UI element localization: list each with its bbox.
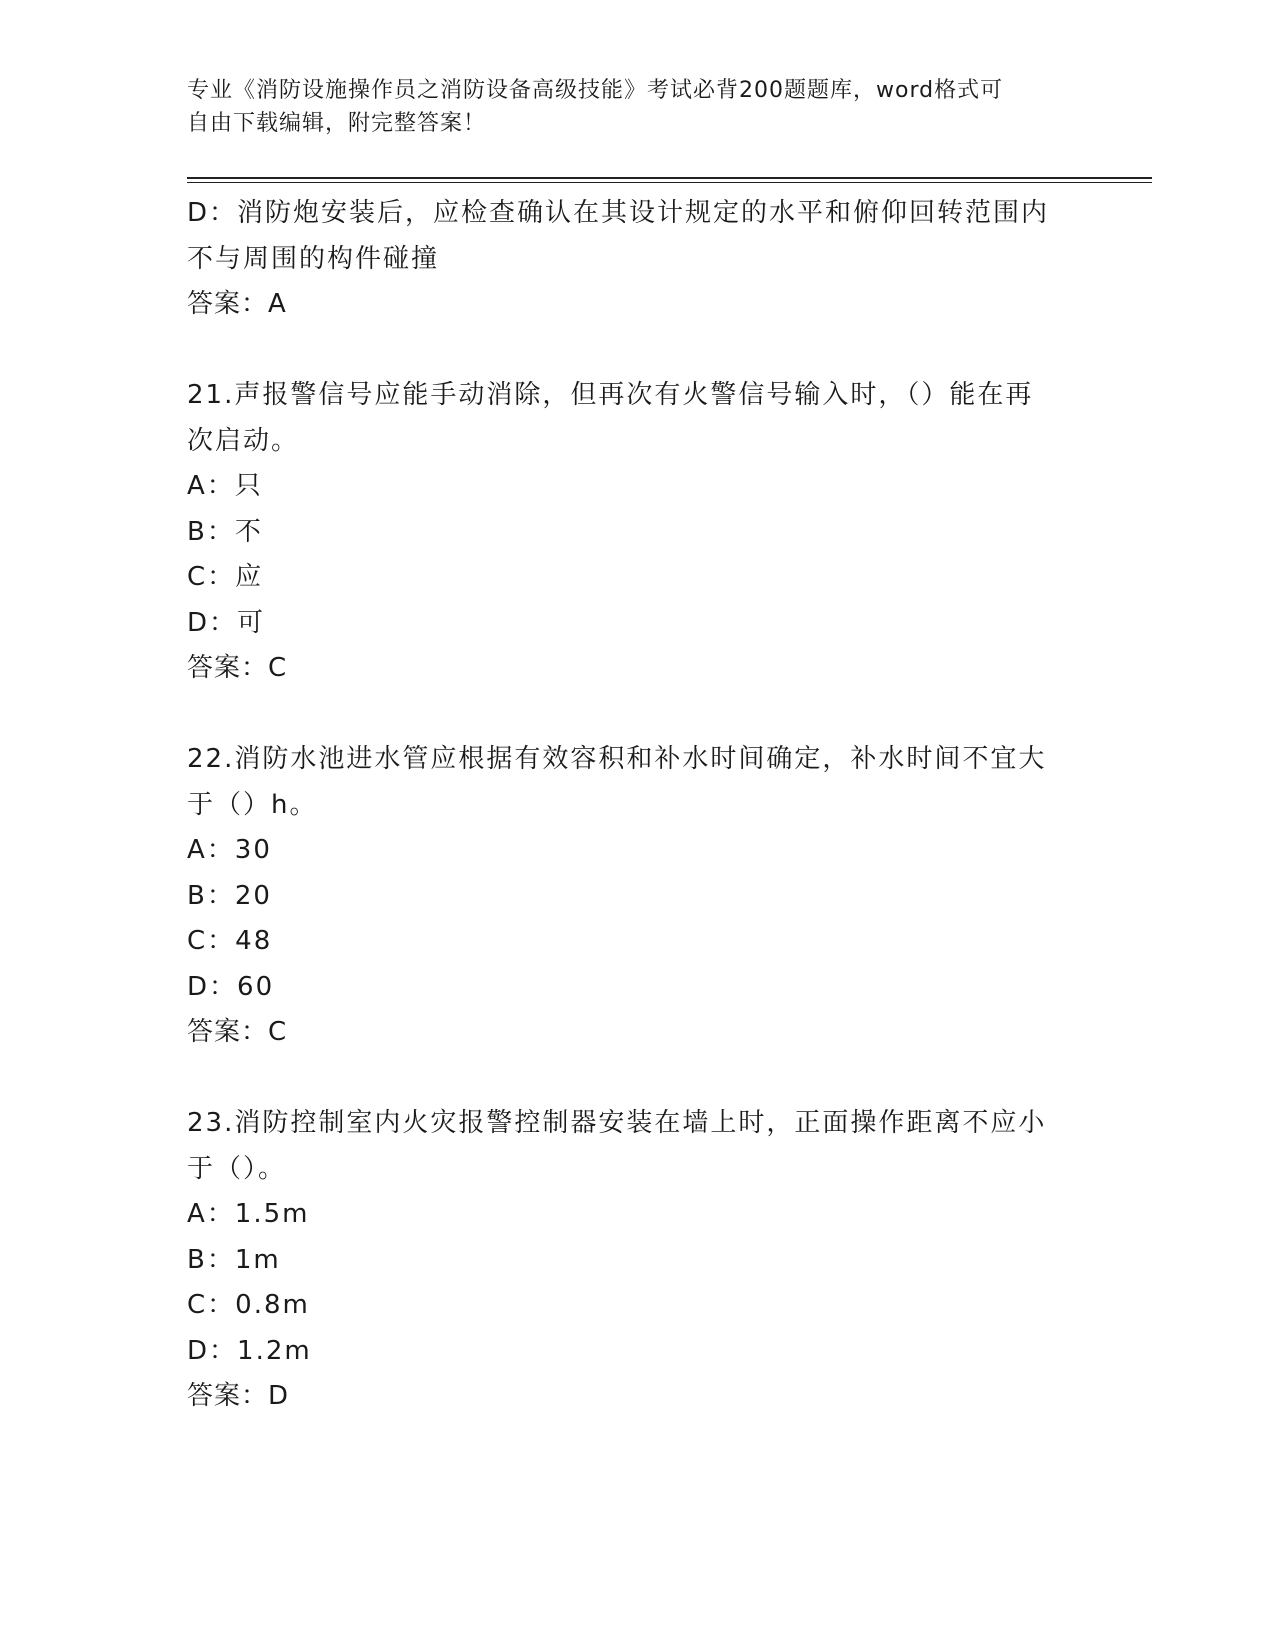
option-d: D：1.2m (187, 1335, 312, 1366)
option-b: B：20 (187, 880, 272, 911)
question-text-line-2: 于（）。 (187, 1153, 287, 1184)
header-rule-thick (187, 177, 1152, 179)
option-c: C：应 (187, 562, 264, 592)
option-d-line-2: 不与周围的构件碰撞 (187, 243, 440, 274)
answer-line: 答案：C (187, 1017, 288, 1047)
question-23 (187, 1101, 1087, 1420)
spacer (187, 692, 1087, 738)
option-a: A：30 (187, 835, 272, 865)
document-header (187, 74, 1067, 140)
option-d-line-1: D：消防炮安装后，应检查确认在其设计规定的水平和俯仰回转范围内 (187, 198, 1050, 228)
option-d: D：60 (187, 971, 275, 1002)
option-a: A：1.5m (187, 1199, 310, 1229)
question-20-tail (187, 191, 1087, 328)
option-c: C：0.8m (187, 1290, 310, 1320)
question-21 (187, 373, 1087, 692)
header-line-1: 专业《消防设施操作员之消防设备高级技能》考试必背200题题库，word格式可 (187, 78, 1004, 103)
header-rule-thin (187, 182, 1152, 183)
option-d: D：可 (187, 607, 266, 638)
option-c: C：48 (187, 926, 273, 956)
question-text-line-1: 22.消防水池进水管应根据有效容积和补水时间确定，补水时间不宜大 (187, 744, 1047, 774)
answer-line: 答案：D (187, 1381, 290, 1411)
question-22 (187, 737, 1087, 1056)
question-text-line-2: 次启动。 (187, 425, 300, 456)
spacer (187, 328, 1087, 374)
answer-line: 答案：A (187, 289, 287, 319)
document-body (187, 191, 1087, 1420)
question-text-line-1: 21.声报警信号应能手动消除，但再次有火警信号输入时，（）能在再 (187, 380, 1034, 410)
question-text-line-1: 23.消防控制室内火灾报警控制器安装在墙上时，正面操作距离不应小 (187, 1108, 1047, 1138)
option-b: B：不 (187, 516, 263, 547)
option-b: B：1m (187, 1244, 281, 1275)
answer-line: 答案：C (187, 653, 288, 683)
header-line-2: 自由下载编辑，附完整答案！ (187, 111, 487, 136)
spacer (187, 1056, 1087, 1102)
option-a: A：只 (187, 471, 263, 501)
question-text-line-2: 于（）h。 (187, 789, 318, 820)
